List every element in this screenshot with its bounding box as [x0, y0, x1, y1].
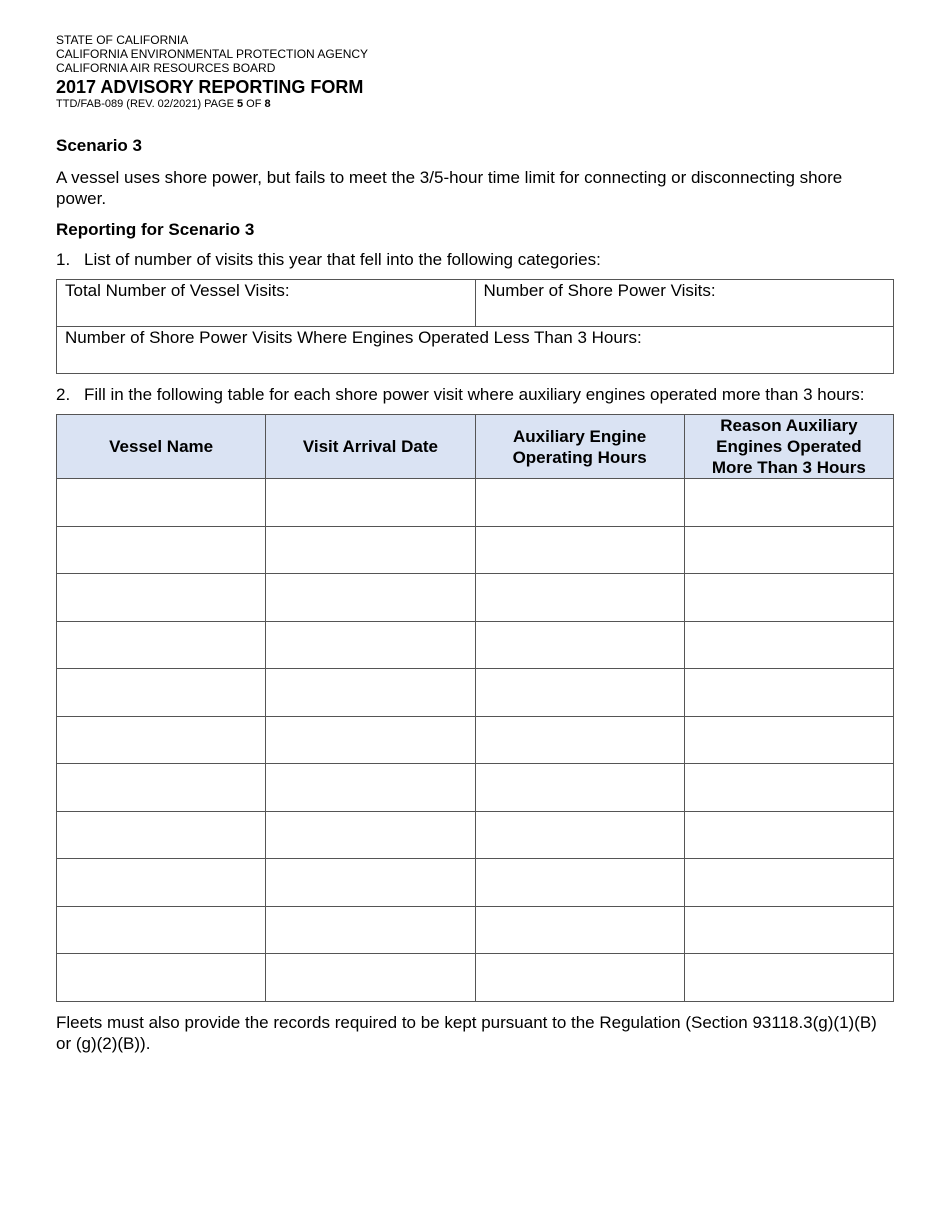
table-cell[interactable]	[684, 526, 893, 574]
table-cell[interactable]	[57, 764, 266, 812]
column-header: Vessel Name	[57, 415, 266, 479]
table-cell[interactable]	[475, 811, 684, 859]
footer-note: Fleets must also provide the records required to be kept pursuant to the Regulation (Section 93118.3(g)(1)(B) or (g)(2)(B)).	[56, 1012, 877, 1053]
table-cell[interactable]	[475, 954, 684, 1002]
table-cell[interactable]	[266, 716, 475, 764]
state-line: STATE OF CALIFORNIA	[56, 33, 189, 47]
table-cell[interactable]	[57, 526, 266, 574]
table-cell[interactable]	[475, 764, 684, 812]
table-cell[interactable]	[266, 574, 475, 622]
table-cell[interactable]	[266, 764, 475, 812]
table-row	[57, 621, 894, 669]
table-cell[interactable]	[57, 669, 266, 717]
page-current: 5	[236, 98, 244, 110]
table-row	[57, 526, 894, 574]
page-total: 8	[264, 98, 271, 110]
table-cell[interactable]	[266, 906, 475, 954]
table-cell[interactable]	[684, 811, 893, 859]
table-cell[interactable]	[266, 669, 475, 717]
table-cell[interactable]	[266, 526, 475, 574]
table-cell[interactable]	[475, 669, 684, 717]
item-2-text: Fill in the following table for each shore power visit where auxiliary engines operated more than 3 hours:	[84, 385, 865, 404]
table-cell[interactable]	[57, 479, 266, 527]
table-cell[interactable]	[57, 859, 266, 907]
table-cell[interactable]	[684, 574, 893, 622]
column-header: Visit Arrival Date	[266, 415, 475, 479]
table-row	[57, 669, 894, 717]
item-1	[56, 249, 894, 270]
table-cell[interactable]	[266, 954, 475, 1002]
table-cell[interactable]	[684, 764, 893, 812]
table-cell[interactable]	[57, 716, 266, 764]
table-row	[57, 716, 894, 764]
table-cell[interactable]	[684, 669, 893, 717]
item-2	[56, 384, 894, 405]
table-cell[interactable]	[266, 621, 475, 669]
table-row	[57, 574, 894, 622]
scenario-title: Scenario 3	[56, 136, 142, 155]
table-cell[interactable]	[266, 479, 475, 527]
table-body	[57, 479, 894, 1002]
table-row	[57, 954, 894, 1002]
scenario-description: A vessel uses shore power, but fails to meet the 3/5-hour time limit for connecting or disconnecting shore power.	[56, 168, 843, 208]
table-row	[57, 859, 894, 907]
column-header: Auxiliary Engine Operating Hours	[475, 415, 684, 479]
table-cell[interactable]	[57, 574, 266, 622]
table-cell[interactable]	[266, 859, 475, 907]
form-page	[56, 33, 894, 1054]
table-cell[interactable]	[266, 811, 475, 859]
table-cell[interactable]	[475, 859, 684, 907]
table-row	[57, 811, 894, 859]
less-than-3-hours-label: Number of Shore Power Visits Where Engines Operated Less Than 3 Hours:	[65, 328, 642, 347]
shore-power-visit-table	[56, 414, 894, 1002]
total-visits-label: Total Number of Vessel Visits:	[65, 281, 290, 300]
table-cell[interactable]	[684, 859, 893, 907]
table-cell[interactable]	[57, 811, 266, 859]
form-revision	[56, 98, 894, 111]
table-cell[interactable]	[57, 621, 266, 669]
table-cell[interactable]	[684, 716, 893, 764]
item-1-text: List of number of visits this year that fell into the following categories:	[84, 250, 601, 269]
shore-power-visits-label: Number of Shore Power Visits:	[483, 281, 716, 300]
table-cell[interactable]	[475, 574, 684, 622]
table-cell[interactable]	[57, 954, 266, 1002]
table-cell[interactable]	[475, 526, 684, 574]
table-row	[57, 764, 894, 812]
visit-counts-table	[56, 279, 894, 374]
table-row	[57, 479, 894, 527]
table-cell[interactable]	[475, 716, 684, 764]
form-title: 2017 ADVISORY REPORTING FORM	[56, 77, 364, 97]
table-cell[interactable]	[684, 954, 893, 1002]
column-header: Reason Auxiliary Engines Operated More Than 3 Hours	[684, 415, 893, 479]
item-2-number: 2.	[56, 385, 71, 404]
of-label: OF	[246, 98, 262, 110]
form-id: TTD/FAB-089 (REV. 02/2021) PAGE	[56, 98, 234, 110]
table-cell[interactable]	[684, 621, 893, 669]
board-line: CALIFORNIA AIR RESOURCES BOARD	[56, 61, 276, 75]
item-1-number: 1.	[56, 250, 71, 269]
shore-power-visits-field[interactable]	[475, 280, 894, 327]
less-than-3-hours-field[interactable]	[57, 327, 894, 374]
table-row	[57, 906, 894, 954]
table-cell[interactable]	[475, 479, 684, 527]
table-cell[interactable]	[684, 906, 893, 954]
table-cell[interactable]	[57, 906, 266, 954]
reporting-title: Reporting for Scenario 3	[56, 220, 255, 239]
total-visits-field[interactable]	[57, 280, 476, 327]
agency-line: CALIFORNIA ENVIRONMENTAL PROTECTION AGENCY	[56, 47, 369, 61]
table-cell[interactable]	[475, 906, 684, 954]
table-cell[interactable]	[475, 621, 684, 669]
table-cell[interactable]	[684, 479, 893, 527]
